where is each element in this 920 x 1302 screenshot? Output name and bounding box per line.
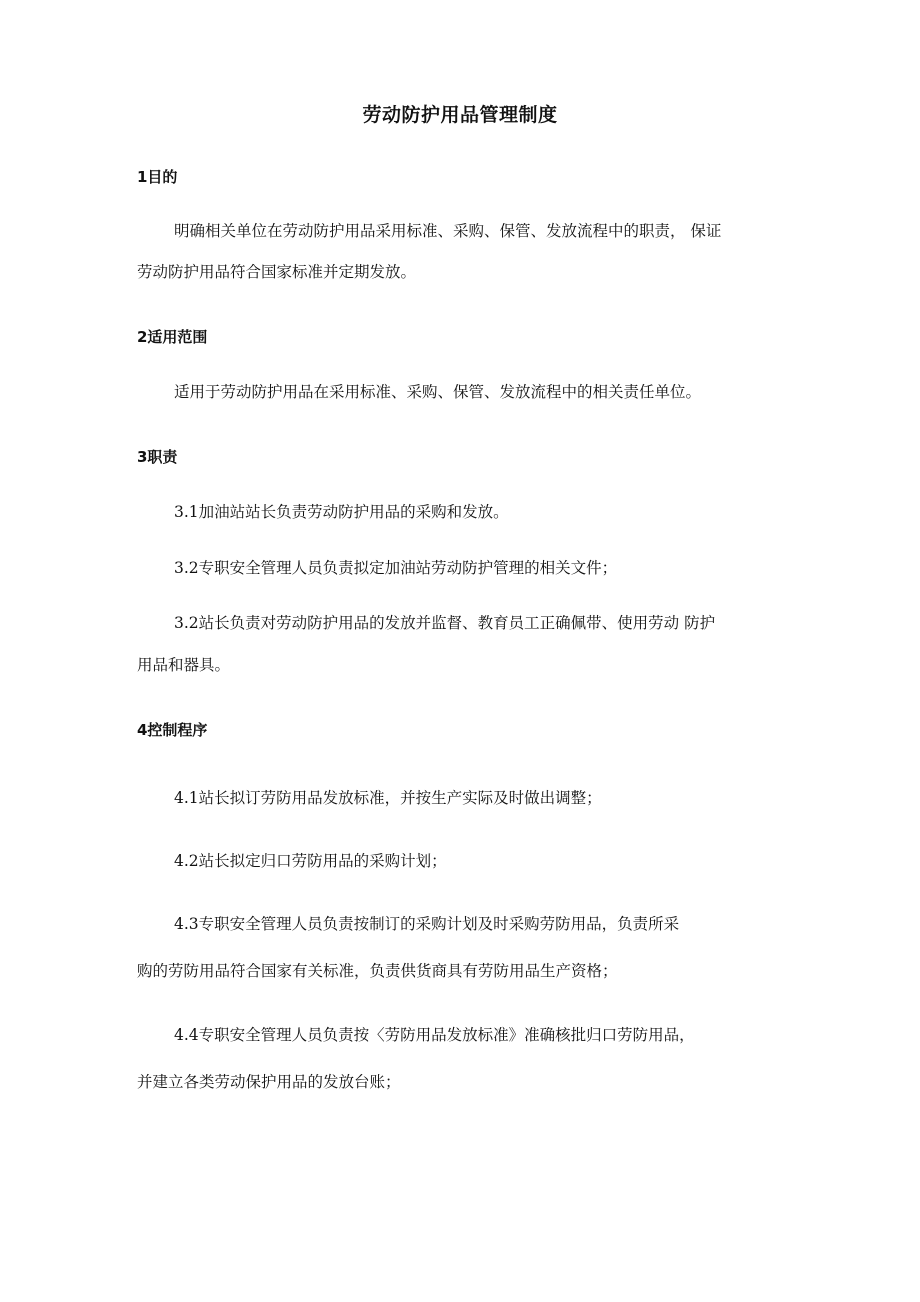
responsibility-item-3-2a: 3.2专职安全管理人员负责拟定加油站劳动防护管理的相关文件；	[174, 559, 618, 577]
procedure-item-4-2: 4.2站长拟定归口劳防用品的采购计划；	[174, 852, 447, 870]
responsibility-item-3-1: 3.1加油站站长负责劳动防护用品的采购和发放。	[174, 503, 509, 521]
procedure-item-4-3-line-1: 4.3专职安全管理人员负责按制订的采购计划及时采购劳防用品，负责所采	[174, 915, 680, 933]
procedure-item-4-1: 4.1站长拟订劳防用品发放标准，并按生产实际及时做出调整；	[174, 789, 602, 807]
purpose-text-line-1: 明确相关单位在劳动防护用品采用标准、采购、保管、发放流程中的职责， 保证	[174, 222, 722, 240]
scope-text-line-1: 适用于劳动防护用品在采用标准、采购、保管、发放流程中的相关责任单位。	[174, 383, 702, 401]
section-heading-purpose: 1目的	[137, 168, 178, 186]
responsibility-item-3-2b-line-2: 用品和器具。	[137, 656, 231, 674]
responsibility-item-3-2b-line-1: 3.2站长负责对劳动防护用品的发放并监督、教育员工正确佩带、使用劳动 防护	[174, 614, 716, 632]
purpose-text-line-2: 劳动防护用品符合国家标准并定期发放。	[137, 263, 417, 281]
procedure-item-4-4-line-1: 4.4专职安全管理人员负责按〈劳防用品发放标准》准确核批归口劳防用品，	[174, 1026, 695, 1044]
section-heading-responsibilities: 3职责	[137, 448, 178, 466]
document-title: 劳动防护用品管理制度	[362, 104, 558, 126]
procedure-item-4-3-line-2: 购的劳防用品符合国家有关标准，负责供货商具有劳防用品生产资格；	[137, 962, 618, 980]
section-heading-scope: 2适用范围	[137, 328, 208, 346]
section-heading-control-procedure: 4控制程序	[137, 721, 208, 739]
procedure-item-4-4-line-2: 并建立各类劳动保护用品的发放台账；	[137, 1073, 401, 1091]
